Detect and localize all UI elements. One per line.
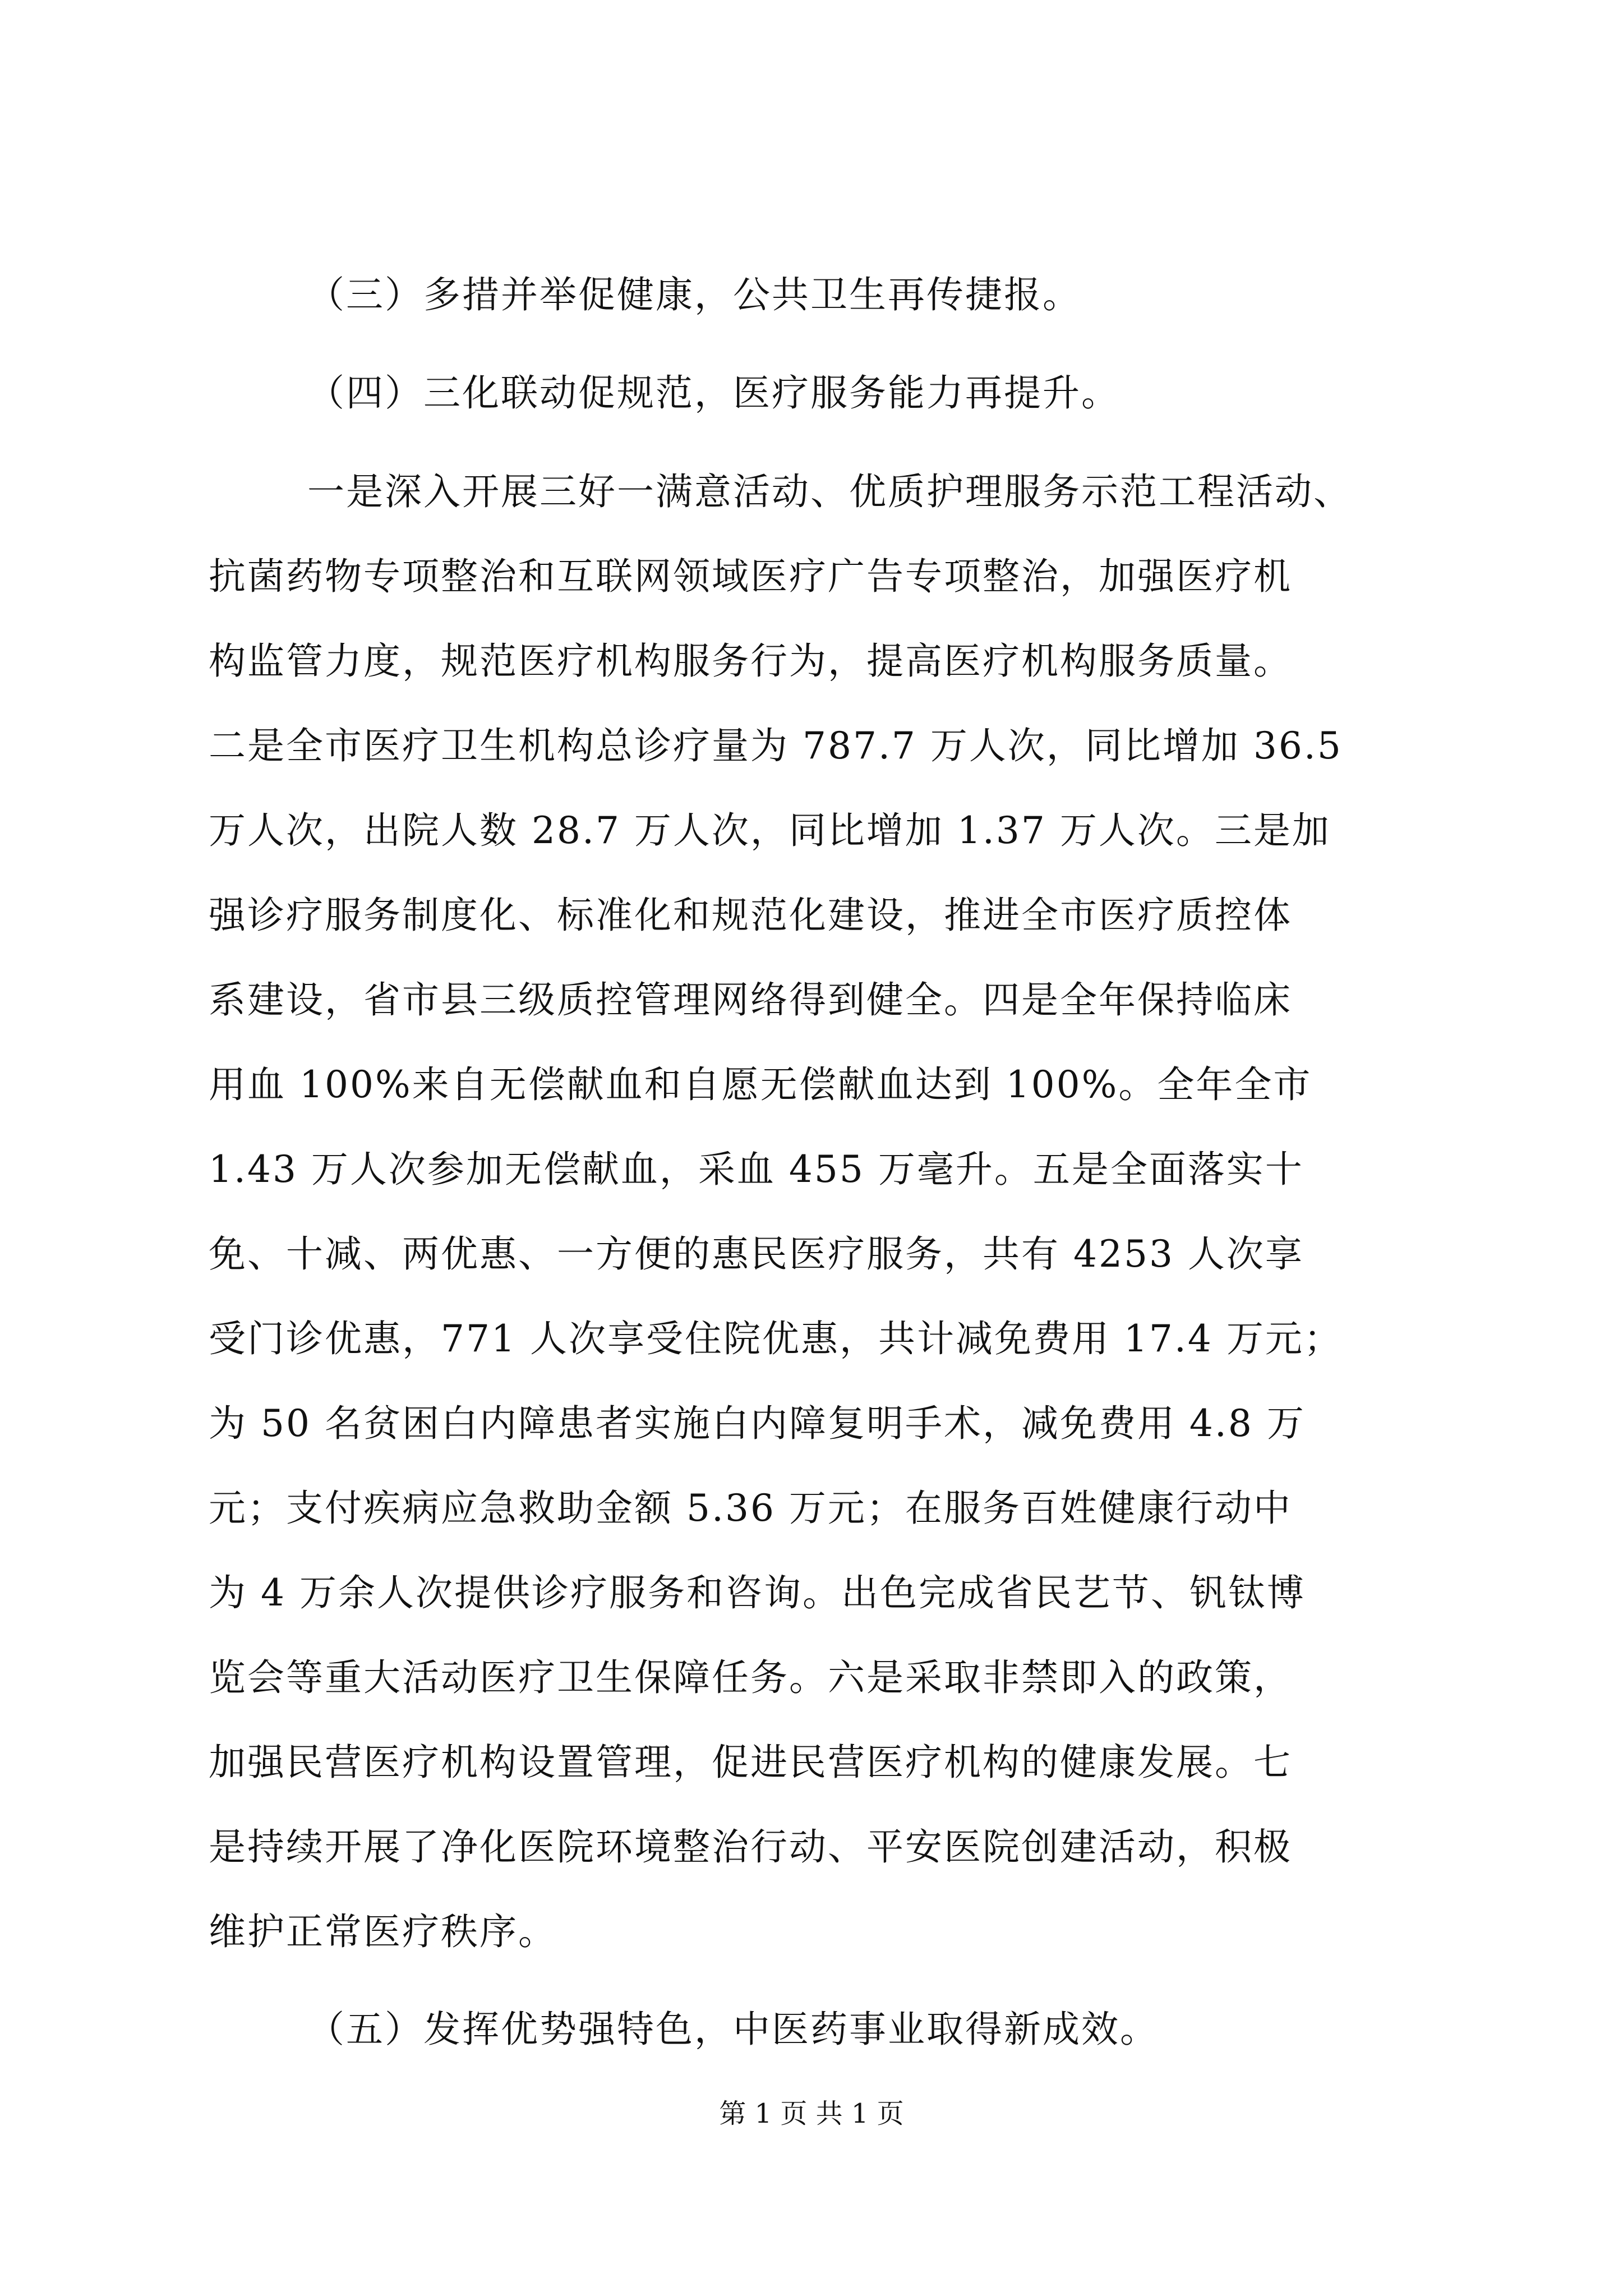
body-line: 抗菌药物专项整治和互联网领域医疗广告专项整治，加强医疗机 bbox=[209, 555, 1292, 598]
section-heading-5: （五）发挥优势强特色，中医药事业取得新成效。 bbox=[307, 2008, 1159, 2051]
body-line: 1.43 万人次参加无偿献血，采血 455 万毫升。五是全面落实十 bbox=[209, 1148, 1304, 1191]
body-line: 元；支付疾病应急救助金额 5.36 万元；在服务百姓健康行动中 bbox=[209, 1487, 1292, 1530]
body-line: 免、十减、两优惠、一方便的惠民医疗服务，共有 4253 人次享 bbox=[209, 1232, 1304, 1276]
section-heading-3: （三）多措并举促健康，公共卫生再传捷报。 bbox=[307, 273, 1081, 316]
body-line: 为 4 万余人次提供诊疗服务和咨询。出色完成省民艺节、钒钛博 bbox=[209, 1571, 1306, 1614]
body-line: 构监管力度，规范医疗机构服务行为，提高医疗机构服务质量。 bbox=[209, 639, 1292, 683]
body-line: 览会等重大活动医疗卫生保障任务。六是采取非禁即入的政策， bbox=[209, 1656, 1292, 1699]
body-line: 为 50 名贫困白内障患者实施白内障复明手术，减免费用 4.8 万 bbox=[209, 1402, 1306, 1445]
body-line: 用血 100%来自无偿献血和自愿无偿献血达到 100%。全年全市 bbox=[209, 1063, 1312, 1106]
body-line: 受门诊优惠，771 人次享受住院优惠，共计减免费用 17.4 万元； bbox=[209, 1317, 1343, 1360]
body-line: 一是深入开展三好一满意活动、优质护理服务示范工程活动、 bbox=[307, 470, 1352, 513]
body-line: 加强民营医疗机构设置管理，促进民营医疗机构的健康发展。七 bbox=[209, 1741, 1292, 1784]
page-footer: 第 1 页 共 1 页 bbox=[719, 2098, 904, 2129]
body-line: 万人次，出院人数 28.7 万人次，同比增加 1.37 万人次。三是加 bbox=[209, 809, 1331, 852]
body-line: 是持续开展了净化医院环境整治行动、平安医院创建活动，积极 bbox=[209, 1825, 1292, 1869]
body-line: 维护正常医疗秩序。 bbox=[209, 1910, 557, 1953]
body-line: 强诊疗服务制度化、标准化和规范化建设，推进全市医疗质控体 bbox=[209, 894, 1292, 937]
body-line: 二是全市医疗卫生机构总诊疗量为 787.7 万人次，同比增加 36.5 bbox=[209, 724, 1343, 767]
body-line: 系建设，省市县三级质控管理网络得到健全。四是全年保持临床 bbox=[209, 978, 1292, 1022]
section-heading-4: （四）三化联动促规范，医疗服务能力再提升。 bbox=[307, 371, 1120, 415]
